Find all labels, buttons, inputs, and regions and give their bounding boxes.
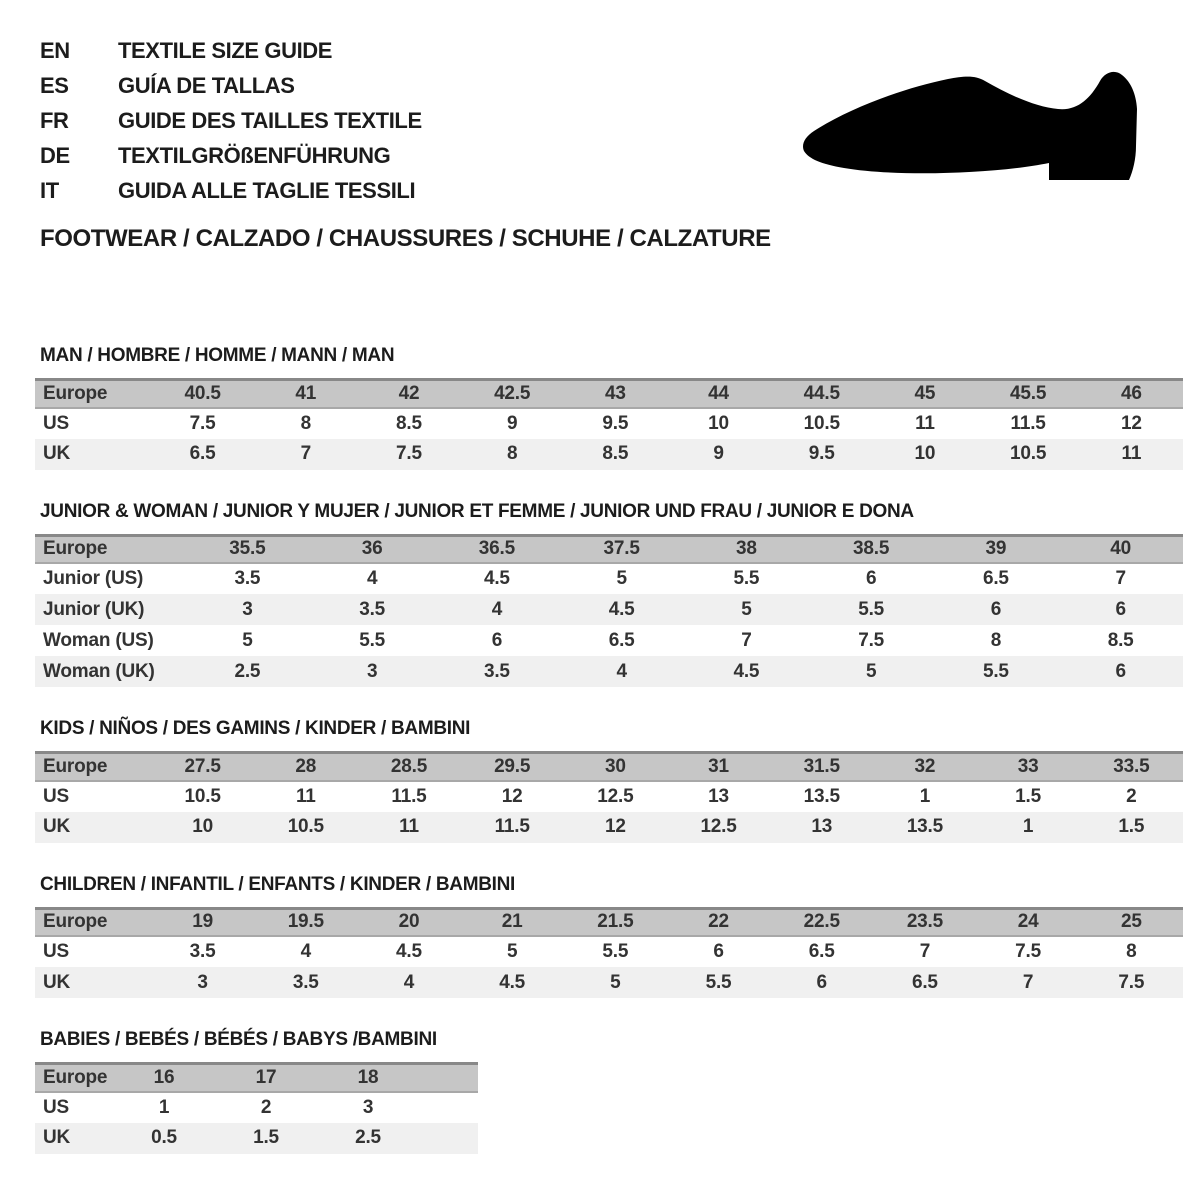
size-cell: 6: [770, 967, 873, 998]
language-label: TEXTILGRÖßENFÜHRUNG: [118, 142, 391, 168]
header-size-cell: 21.5: [564, 908, 667, 936]
header-size-cell: 24: [977, 908, 1080, 936]
section-title-man: MAN / HOMBRE / HOMME / MANN / MAN: [40, 345, 395, 366]
table-row: [35, 625, 1183, 656]
header-size-cell: 20: [357, 908, 460, 936]
blank-cell: [419, 1092, 478, 1123]
blank-cell: [419, 1123, 478, 1154]
size-section-children: [35, 874, 1200, 999]
size-cell: 11: [873, 408, 976, 439]
header-row-label: Europe: [35, 908, 151, 936]
header-size-cell: 38: [684, 535, 809, 563]
table-row: [35, 563, 1183, 594]
size-cell: 8: [461, 439, 564, 470]
table-row: [35, 594, 1183, 625]
size-cell: 11: [1080, 439, 1183, 470]
row-label: Woman (US): [35, 625, 185, 656]
row-label: US: [35, 1092, 113, 1123]
table-header-row: [35, 908, 1183, 936]
size-cell: 12: [1080, 408, 1183, 439]
size-cell: 7: [254, 439, 357, 470]
header-size-cell: 33.5: [1080, 753, 1183, 781]
size-cell: 4: [435, 594, 560, 625]
size-cell: 8.5: [1058, 625, 1183, 656]
header-size-cell: 19.5: [254, 908, 357, 936]
size-cell: 3.5: [254, 967, 357, 998]
table-row: [35, 781, 1183, 812]
size-table-children: [35, 907, 1183, 999]
size-table-babies: [35, 1062, 478, 1154]
size-cell: 6: [1058, 594, 1183, 625]
size-cell: 13.5: [770, 781, 873, 812]
size-cell: 10.5: [770, 408, 873, 439]
size-cell: 7.5: [977, 936, 1080, 967]
size-cell: 6.5: [873, 967, 976, 998]
size-cell: 12: [461, 781, 564, 812]
size-cell: 4.5: [461, 967, 564, 998]
size-cell: 5.5: [564, 936, 667, 967]
language-code: DE: [40, 142, 70, 168]
table-row: [35, 408, 1183, 439]
size-cell: 7: [1058, 563, 1183, 594]
size-cell: 3: [317, 1092, 419, 1123]
size-section-babies: [35, 1029, 1200, 1154]
language-label: TEXTILE SIZE GUIDE: [118, 37, 333, 63]
header-size-cell: 37.5: [559, 535, 684, 563]
header: [0, 0, 1200, 253]
size-cell: 6: [667, 936, 770, 967]
size-cell: 5.5: [684, 563, 809, 594]
header-size-cell: 38.5: [809, 535, 934, 563]
size-cell: 6.5: [151, 439, 254, 470]
language-code: FR: [40, 107, 69, 133]
size-cell: 1: [873, 781, 976, 812]
size-cell: 11.5: [461, 812, 564, 843]
table-row: [35, 439, 1183, 470]
table-header-row: [35, 1064, 478, 1092]
size-cell: 3: [310, 656, 435, 687]
header-size-cell: 17: [215, 1064, 317, 1092]
row-label: US: [35, 408, 151, 439]
header-size-cell: 45: [873, 380, 976, 408]
size-cell: 2.5: [185, 656, 310, 687]
header-row-label: Europe: [35, 380, 151, 408]
size-cell: 5: [809, 656, 934, 687]
size-cell: 10.5: [977, 439, 1080, 470]
header-size-cell: 28: [254, 753, 357, 781]
size-cell: 5: [185, 625, 310, 656]
size-cell: 2: [1080, 781, 1183, 812]
header-size-cell: 40.5: [151, 380, 254, 408]
header-size-cell: 39: [934, 535, 1059, 563]
size-cell: 11.5: [357, 781, 460, 812]
size-cell: 6: [809, 563, 934, 594]
size-cell: 8: [934, 625, 1059, 656]
size-cell: 3: [151, 967, 254, 998]
size-cell: 1: [977, 812, 1080, 843]
size-cell: 7.5: [809, 625, 934, 656]
size-cell: 10: [151, 812, 254, 843]
size-cell: 0.5: [113, 1123, 215, 1154]
size-cell: 9: [461, 408, 564, 439]
size-cell: 5.5: [310, 625, 435, 656]
size-cell: 4.5: [559, 594, 684, 625]
language-label: GUÍA DE TALLAS: [118, 72, 295, 98]
size-cell: 13: [770, 812, 873, 843]
table-header-row: [35, 535, 1183, 563]
language-code: EN: [40, 37, 70, 63]
header-size-cell: 40: [1058, 535, 1183, 563]
dress-shoe-icon: [800, 68, 1140, 186]
language-code: ES: [40, 72, 69, 98]
size-cell: 9.5: [564, 408, 667, 439]
header-size-cell: 29.5: [461, 753, 564, 781]
size-cell: 8: [1080, 936, 1183, 967]
language-code: IT: [40, 177, 59, 203]
header-size-cell: 21: [461, 908, 564, 936]
category-heading: FOOTWEAR / CALZADO / CHAUSSURES / SCHUHE / CALZATURE: [40, 225, 771, 252]
size-cell: 7.5: [151, 408, 254, 439]
language-label: GUIDA ALLE TAGLIE TESSILI: [118, 177, 416, 203]
row-label: Junior (UK): [35, 594, 185, 625]
header-size-cell: 16: [113, 1064, 215, 1092]
header-size-cell: 44: [667, 380, 770, 408]
size-cell: 12.5: [564, 781, 667, 812]
header-size-cell: 22.5: [770, 908, 873, 936]
size-cell: 13: [667, 781, 770, 812]
table-row: [35, 967, 1183, 998]
size-section-man: [35, 345, 1200, 470]
header-row-label: Europe: [35, 535, 185, 563]
size-table-junior-woman: [35, 534, 1183, 688]
size-section-junior-woman: [35, 501, 1200, 688]
size-cell: 1: [113, 1092, 215, 1123]
size-cell: 4.5: [684, 656, 809, 687]
header-size-cell: 46: [1080, 380, 1183, 408]
size-cell: 4.5: [435, 563, 560, 594]
table-row: [35, 1092, 478, 1123]
header-size-cell: 31: [667, 753, 770, 781]
header-size-cell: 45.5: [977, 380, 1080, 408]
row-label: UK: [35, 812, 151, 843]
size-cell: 5: [559, 563, 684, 594]
size-cell: 11: [254, 781, 357, 812]
size-cell: 4: [559, 656, 684, 687]
size-cell: 11.5: [977, 408, 1080, 439]
size-cell: 6.5: [559, 625, 684, 656]
size-cell: 10.5: [151, 781, 254, 812]
language-label: GUIDE DES TAILLES TEXTILE: [118, 107, 422, 133]
row-label: UK: [35, 439, 151, 470]
size-cell: 6: [934, 594, 1059, 625]
size-cell: 9.5: [770, 439, 873, 470]
table-row: [35, 812, 1183, 843]
header-blank-cell: [419, 1064, 478, 1092]
size-cell: 7: [977, 967, 1080, 998]
size-cell: 1.5: [1080, 812, 1183, 843]
header-row-label: Europe: [35, 1064, 113, 1092]
size-cell: 8.5: [564, 439, 667, 470]
header-size-cell: 32: [873, 753, 976, 781]
header-size-cell: 42.5: [461, 380, 564, 408]
section-title-junior-woman: JUNIOR & WOMAN / JUNIOR Y MUJER / JUNIOR ET FEMME / JUNIOR UND FRAU / JUNIOR E DONA: [40, 500, 914, 522]
language-row: [40, 33, 1200, 68]
header-size-cell: 28.5: [357, 753, 460, 781]
size-cell: 5: [684, 594, 809, 625]
row-label: UK: [35, 1123, 113, 1154]
size-cell: 5: [461, 936, 564, 967]
size-cell: 9: [667, 439, 770, 470]
header-size-cell: 23.5: [873, 908, 976, 936]
size-cell: 7.5: [357, 439, 460, 470]
size-cell: 8: [254, 408, 357, 439]
table-row: [35, 936, 1183, 967]
header-size-cell: 35.5: [185, 535, 310, 563]
header-size-cell: 36: [310, 535, 435, 563]
row-label: Woman (UK): [35, 656, 185, 687]
header-size-cell: 43: [564, 380, 667, 408]
header-size-cell: 30: [564, 753, 667, 781]
size-cell: 11: [357, 812, 460, 843]
size-cell: 6: [1058, 656, 1183, 687]
size-table-man: [35, 378, 1183, 470]
header-size-cell: 33: [977, 753, 1080, 781]
section-title-children: CHILDREN / INFANTIL / ENFANTS / KINDER / BAMBINI: [40, 873, 516, 895]
size-cell: 6.5: [770, 936, 873, 967]
size-cell: 4: [357, 967, 460, 998]
size-cell: 4: [310, 563, 435, 594]
section-title-babies: BABIES / BEBÉS / BÉBÉS / BABYS /BAMBINI: [40, 1029, 437, 1050]
header-size-cell: 41: [254, 380, 357, 408]
size-cell: 5.5: [809, 594, 934, 625]
size-cell: 12.5: [667, 812, 770, 843]
size-cell: 1.5: [977, 781, 1080, 812]
header-size-cell: 22: [667, 908, 770, 936]
size-cell: 7: [684, 625, 809, 656]
row-label: Junior (US): [35, 563, 185, 594]
size-cell: 6: [435, 625, 560, 656]
size-cell: 10: [873, 439, 976, 470]
size-cell: 3.5: [185, 563, 310, 594]
size-cell: 3.5: [310, 594, 435, 625]
size-cell: 13.5: [873, 812, 976, 843]
size-table-kids: [35, 751, 1183, 843]
header-size-cell: 31.5: [770, 753, 873, 781]
row-label: UK: [35, 967, 151, 998]
header-size-cell: 27.5: [151, 753, 254, 781]
size-cell: 3: [185, 594, 310, 625]
size-cell: 5.5: [934, 656, 1059, 687]
header-size-cell: 36.5: [435, 535, 560, 563]
header-size-cell: 18: [317, 1064, 419, 1092]
row-label: US: [35, 936, 151, 967]
size-cell: 10.5: [254, 812, 357, 843]
header-size-cell: 42: [357, 380, 460, 408]
header-row-label: Europe: [35, 753, 151, 781]
table-header-row: [35, 753, 1183, 781]
size-cell: 7.5: [1080, 967, 1183, 998]
header-size-cell: 25: [1080, 908, 1183, 936]
size-cell: 2.5: [317, 1123, 419, 1154]
section-title-kids: KIDS / NIÑOS / DES GAMINS / KINDER / BAMBINI: [40, 718, 471, 739]
table-header-row: [35, 380, 1183, 408]
size-cell: 12: [564, 812, 667, 843]
size-cell: 5: [564, 967, 667, 998]
size-cell: 7: [873, 936, 976, 967]
size-cell: 4.5: [357, 936, 460, 967]
size-tables: [0, 345, 1200, 1154]
table-row: [35, 656, 1183, 687]
header-size-cell: 19: [151, 908, 254, 936]
size-cell: 4: [254, 936, 357, 967]
size-cell: 8.5: [357, 408, 460, 439]
size-cell: 3.5: [435, 656, 560, 687]
size-cell: 1.5: [215, 1123, 317, 1154]
row-label: US: [35, 781, 151, 812]
size-section-kids: [35, 718, 1200, 843]
header-size-cell: 44.5: [770, 380, 873, 408]
size-cell: 6.5: [934, 563, 1059, 594]
size-cell: 5.5: [667, 967, 770, 998]
size-cell: 3.5: [151, 936, 254, 967]
table-row: [35, 1123, 478, 1154]
size-cell: 2: [215, 1092, 317, 1123]
size-cell: 10: [667, 408, 770, 439]
